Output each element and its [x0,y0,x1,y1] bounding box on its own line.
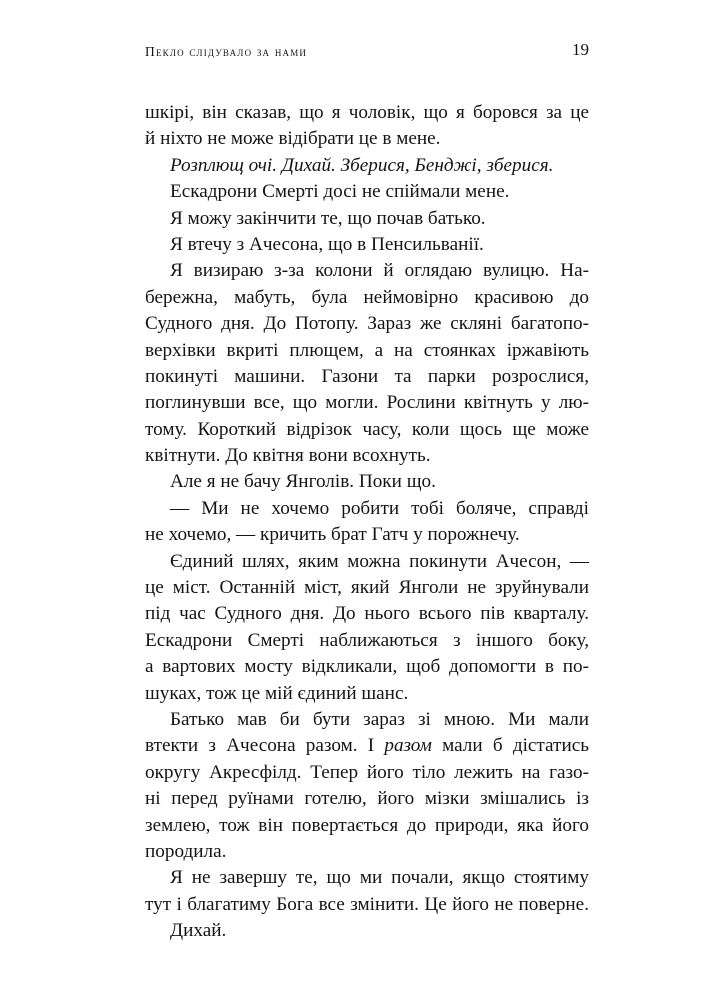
text-line: Я можу закінчити те, що почав батько. [170,207,486,229]
text-line: не хочемо, — кричить брат Гатч у порожнечу. [145,524,520,546]
text-line: поглинувши все, що могли. Рослини квітнуть у лю- [145,392,589,414]
text-line: а вартових мосту відкликали, щоб допомогти в по- [145,656,589,678]
text-line: тут і благатиму Бога все змінити. Це його не поверне. [145,893,589,915]
page-number: 19 [572,40,589,59]
text-line: шкірі, він сказав, що я чоловік, що я боровся за це [145,102,589,123]
body-text [145,100,589,945]
text-line: Дихай. [170,920,227,942]
running-title: Пекло слідувало за нами [145,44,308,59]
text-line: Я не завершу те, що ми почали, якщо стоятиму [170,867,589,889]
text-line: втекти з Ачесона разом. І разом мали б дістатись [145,735,589,757]
text-line: округу Акресфілд. Тепер його тіло лежить на газо- [145,761,589,783]
text-line: верхівки вкриті плющем, а на стоянках іржавіють [145,339,589,361]
text-line: Розплющ очі. Дихай. Зберися, Бенджі, зберися. [170,154,554,176]
text-line: землею, тож він повертається до природи, яка його [145,814,589,836]
text-line: породила. [145,840,227,862]
text-line: Я втечу з Ачесона, що в Пенсильванії. [170,233,484,255]
text-line: тому. Короткий відрізок часу, коли щось ще може [145,418,589,440]
italic-run: разом [384,735,432,757]
text-line: покинуті машини. Газони та парки розрослися, [145,365,589,387]
text-line: — Ми не хочемо робити тобі боляче, справді [170,497,589,519]
text-line: Єдиний шлях, яким можна покинути Ачесон, — [170,550,589,572]
text-line: це міст. Останній міст, який Янголи не зруйнували [145,577,589,599]
text-line: під час Судного дня. До нього всього пів кварталу. [145,603,589,625]
text-line: Батько мав би бути зараз зі мною. Ми мали [170,708,589,730]
text-line: Але я не бачу Янголів. Поки що. [170,471,436,493]
text-line: й ніхто не може відібрати це в мене. [145,128,441,150]
text-line: Я визираю з-за колони й оглядаю вулицю. На- [170,260,589,282]
text-line: шуках, тож це мій єдиний шанс. [145,682,409,704]
text-line: бережна, мабуть, була неймовірно красивою до [145,286,589,308]
text-line: Судного дня. До Потопу. Зараз же скляні багатопо- [145,313,589,335]
text-line: квітнути. До квітня вони всохнуть. [145,445,431,467]
text-line: Ескадрони Смерті досі не спіймали мене. [170,181,510,203]
running-header [145,38,589,62]
text-line: ні перед руїнами готелю, його мізки змішались із [145,788,589,810]
text-line: Ескадрони Смерті наближаються з іншого боку, [145,629,589,651]
